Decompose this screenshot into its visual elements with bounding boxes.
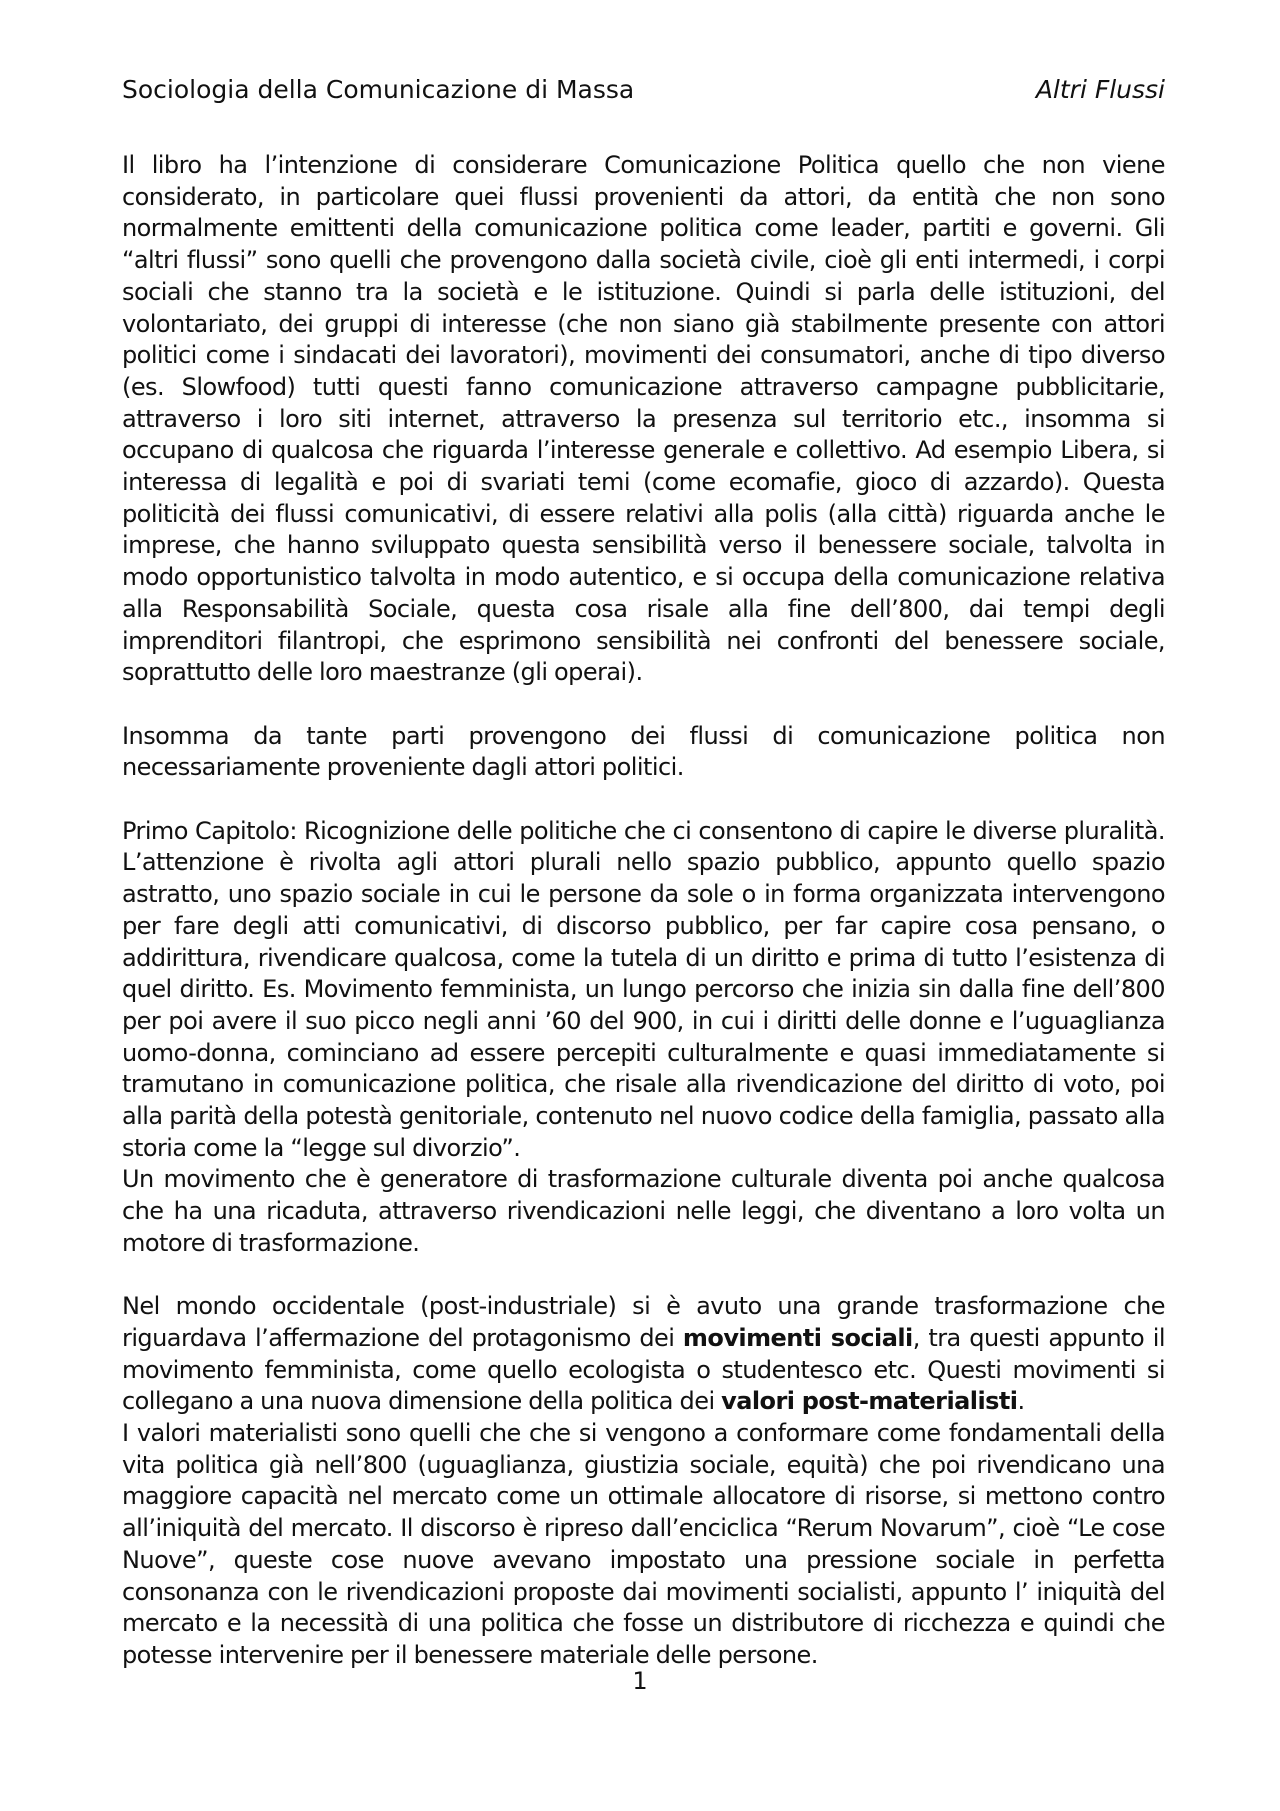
bold-term-valori-post-materialisti: valori post-materialisti bbox=[721, 1387, 1018, 1416]
bold-term-movimenti-sociali: movimenti sociali bbox=[682, 1323, 913, 1352]
paragraph-text: . bbox=[1017, 1387, 1025, 1416]
paragraph-altri-flussi-intro: Il libro ha l’intenzione di considerare Comunicazione Politica quello che non viene considerato, in particolare quei flussi provenienti da attori, da entità che non sono normalmente emittenti della comunicazione politica come leader, partiti e governi. Gli “altri flussi” sono quelli che provengono dalla società civile, cioè gli enti intermedi, i corpi sociali che stanno tra la società e le istituzione. Quindi si parla delle istituzioni, del volontariato, dei gruppi di interesse (che non siano già stabilmente presente con attori politici come i sindacati dei lavoratori), movimenti dei consumatori, anche di tipo diverso (es. Slowfood) tutti questi fanno comunicazione attraverso campagne pubblicitarie, attraverso i loro siti internet, attraverso la presenza sul territorio etc., insomma si occupano di qualcosa che riguarda l’interesse generale e collettivo. Ad esempio Libera, si interessa di legalità e poi di svariati temi (come ecomafie, gioco di azzardo). Questa politicità dei flussi comunicativi, di essere relativi alla polis (alla città) riguarda anche le imprese, che hanno sviluppato questa sensibilità verso il benessere sociale, talvolta in modo opportunistico talvolta in modo autentico, e si occupa della comunicazione relativa alla Responsabilità Sociale, questa cosa risale alla fine dell’800, dai tempi degli imprenditori filantropi, che esprimono sensibilità nei confronti del benessere sociale, soprattutto delle loro maestranze (gli operai). bbox=[122, 151, 1165, 687]
section-title: Altri Flussi bbox=[1035, 75, 1165, 104]
paragraph-movimento: Un movimento che è generatore di trasformazione culturale diventa poi anche qualcosa che ha una ricaduta, attraverso rivendicazioni nelle leggi, che diventano a loro volta un motore di trasformazione. bbox=[122, 1165, 1165, 1257]
paragraph-summary: Insomma da tante parti provengono dei flussi di comunicazione politica non necessariamente proveniente dagli attori politici. bbox=[122, 721, 1165, 782]
paragraph-valori-materialisti: I valori materialisti sono quelli che che si vengono a conformare come fondamentali della vita politica già nell’800 (uguaglianza, giustizia sociale, equità) che poi rivendicano una maggiore capacità nel mercato come un ottimale allocatore di risorse, si mettono contro all’iniquità del mercato. Il discorso è ripreso dall’enciclica “Rerum Novarum”, cioè “Le cose Nuove”, queste cose nuove avevano impostato una pressione sociale in perfetta consonanza con le rivendicazioni proposte dai movimenti socialisti, appunto l’ iniquità del mercato e la necessità di una politica che fosse un distributore di ricchezza e quindi che potesse intervenire per il benessere materiale delle persone. bbox=[122, 1419, 1165, 1669]
paragraph-text: , tra questi appunto il movimento femminista, come quello ecologista o studentesco etc. Questi movimenti si collegano a una nuova dimensione della politica dei bbox=[122, 1323, 1165, 1416]
paragraph-mondo-occidentale bbox=[122, 1291, 1165, 1418]
document-body bbox=[122, 150, 1165, 1672]
paragraph-primo-capitolo: Primo Capitolo: Ricognizione delle politiche che ci consentono di capire le diverse pluralità. L’attenzione è rivolta agli attori plurali nello spazio pubblico, appunto quello spazio astratto, uno spazio sociale in cui le persone da sole o in forma organizzata intervengono per fare degli atti comunicativi, di discorso pubblico, per far capire cosa pensano, o addirittura, rivendicare qualcosa, come la tutela di un diritto e prima di tutto l’esistenza di quel diritto. Es. Movimento femminista, un lungo percorso che inizia sin dalla fine dell’800 per poi avere il suo picco negli anni ’60 del 900, in cui i diritti delle donne e l’uguaglianza uomo-donna, cominciano ad essere percepiti culturalmente e quasi immediatamente si tramutano in comunicazione politica, che risale alla rivendicazione del diritto di voto, poi alla parità della potestà genitoriale, contenuto nel nuovo codice della famiglia, passato alla storia come la “legge sul divorzio”. bbox=[122, 816, 1165, 1162]
page-number: 1 bbox=[632, 1667, 648, 1695]
paragraph-text: Nel mondo occidentale (post-industriale) si è avuto una grande trasformazione che riguardava l’affermazione del protagonismo dei bbox=[122, 1292, 1165, 1352]
course-title: Sociologia della Comunicazione di Massa bbox=[122, 75, 635, 104]
